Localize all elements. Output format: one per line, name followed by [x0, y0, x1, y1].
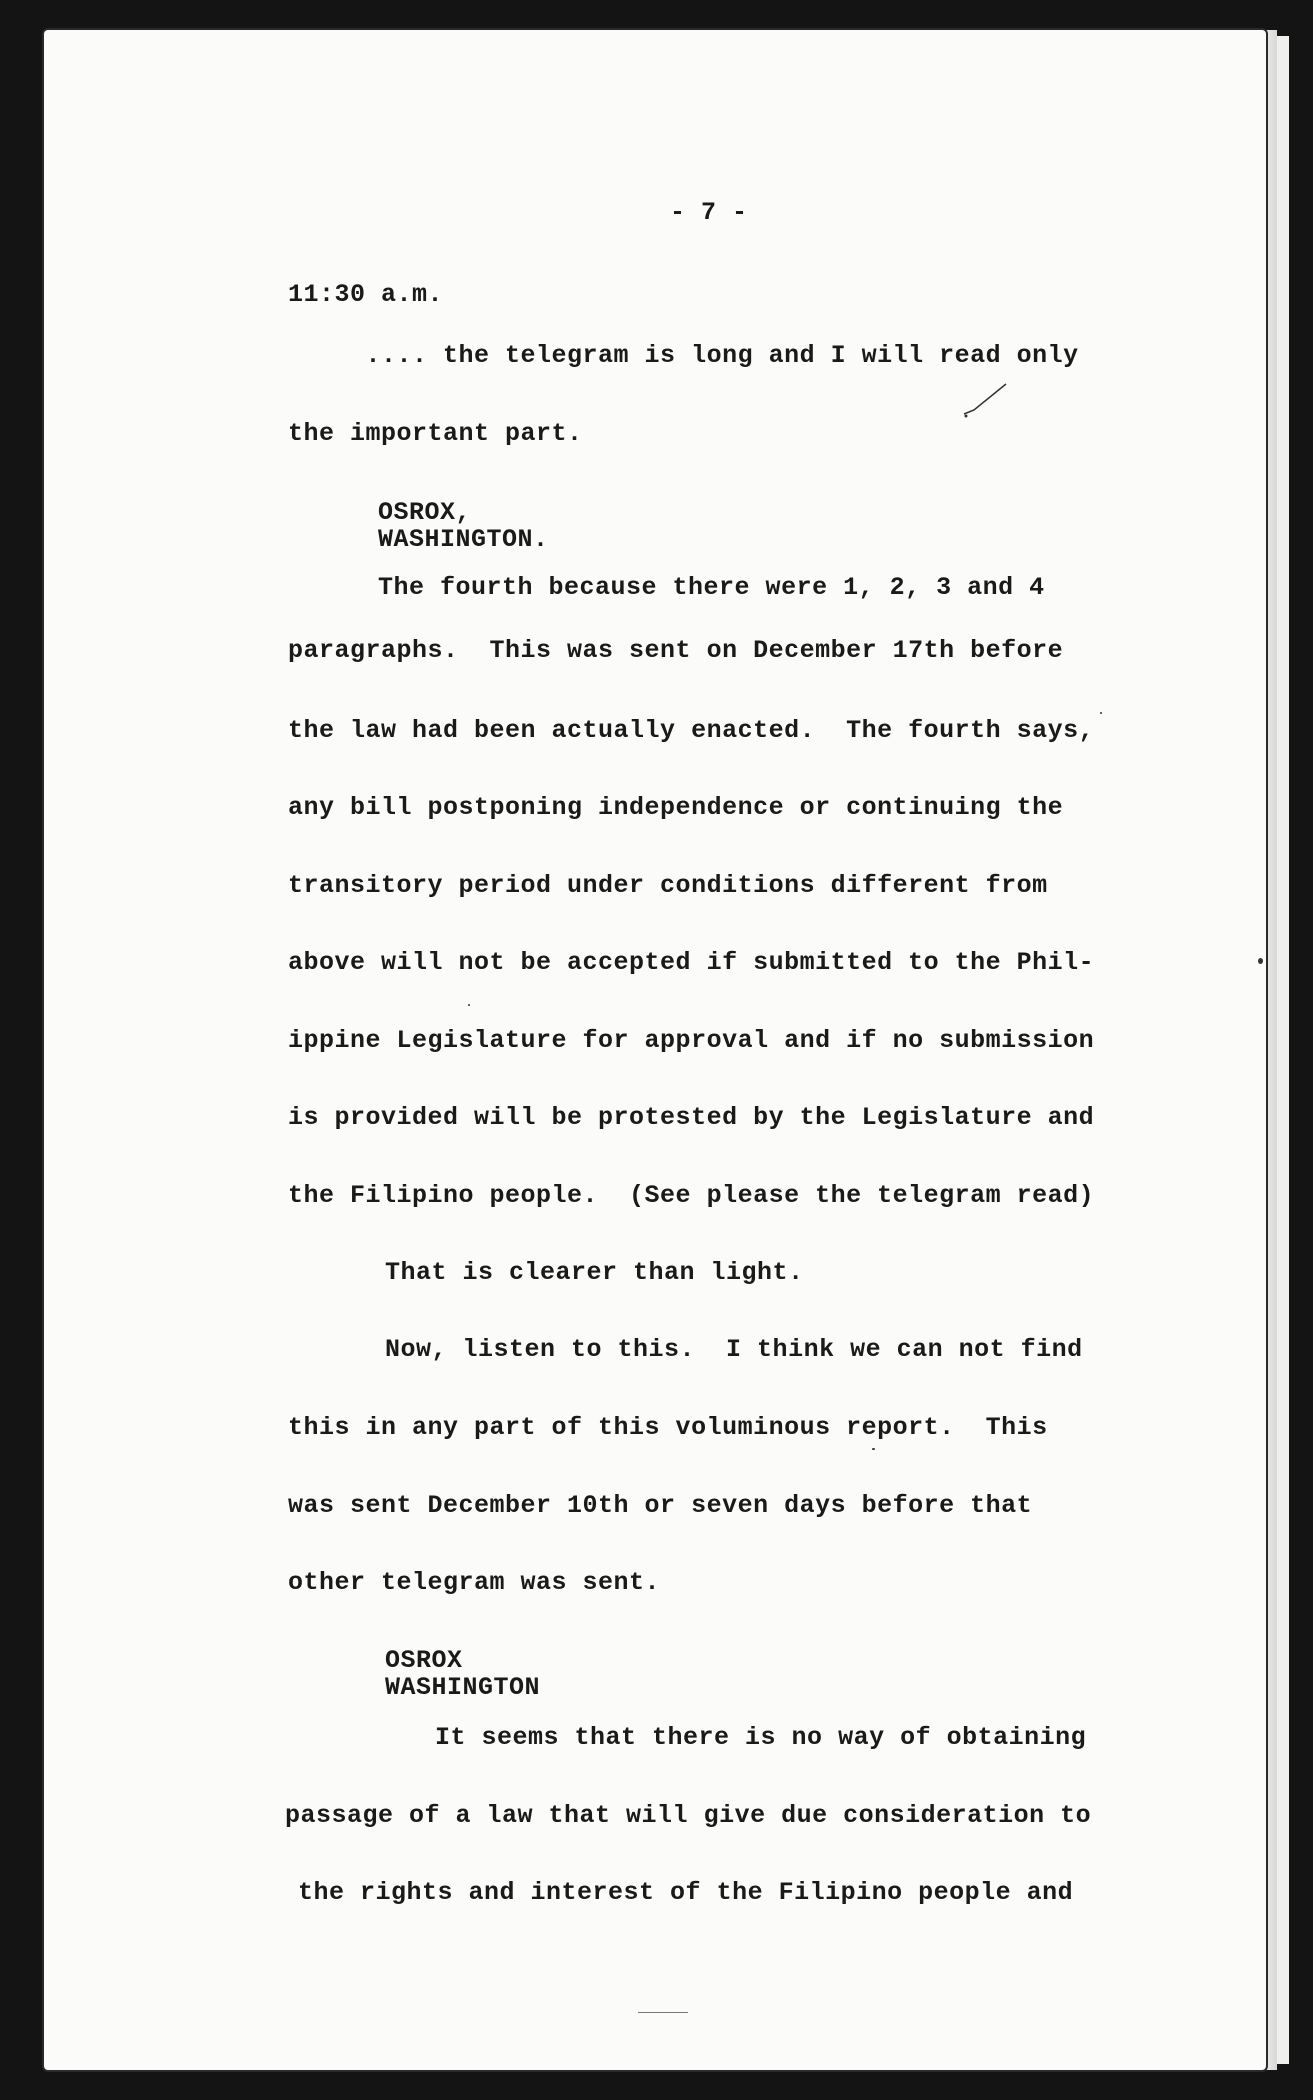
body-line: the important part.	[288, 419, 583, 448]
scan-speck	[1100, 712, 1102, 714]
body-line: The fourth because there were 1, 2, 3 and 4	[378, 573, 1045, 602]
body-line: That is clearer than light.	[385, 1258, 804, 1287]
body-line: the law had been actually enacted. The fourth says,	[288, 716, 1095, 745]
page-number: - 7 -	[670, 198, 748, 227]
body-line: other telegram was sent.	[288, 1568, 661, 1597]
body-line: Now, listen to this. I think we can not find	[385, 1335, 1083, 1364]
telegram-address: OSROX,	[378, 498, 472, 527]
body-line: above will not be accepted if submitted to the Phil-	[288, 948, 1095, 977]
page-edge-shadow	[1276, 36, 1289, 2064]
telegram-address: OSROX	[385, 1646, 463, 1675]
body-line: ippine Legislature for approval and if no submission	[288, 1026, 1095, 1055]
body-line: the rights and interest of the Filipino people and	[298, 1878, 1074, 1907]
body-line: paragraphs. This was sent on December 17th before	[288, 636, 1064, 665]
time-line: 11:30 a.m.	[288, 280, 444, 309]
body-line: is provided will be protested by the Legislature and	[288, 1103, 1095, 1132]
body-line: the Filipino people. (See please the telegram read)	[288, 1181, 1095, 1210]
telegram-address: WASHINGTON	[385, 1673, 541, 1702]
body-line: .... the telegram is long and I will read only	[288, 341, 1079, 370]
body-line: was sent December 10th or seven days before that	[288, 1491, 1033, 1520]
bottom-rule	[638, 2012, 688, 2013]
scan-speck	[872, 1448, 875, 1450]
body-line: any bill postponing independence or continuing the	[288, 793, 1064, 822]
body-line: transitory period under conditions different from	[288, 871, 1048, 900]
body-line: It seems that there is no way of obtaining	[435, 1723, 1087, 1752]
scan-speck	[468, 1004, 470, 1006]
body-line: passage of a law that will give due consideration to	[285, 1801, 1092, 1830]
telegram-address: WASHINGTON.	[378, 525, 549, 554]
check-mark-icon	[962, 382, 1008, 420]
body-line: this in any part of this voluminous report. This	[288, 1413, 1048, 1442]
scan-speck	[1258, 958, 1263, 964]
